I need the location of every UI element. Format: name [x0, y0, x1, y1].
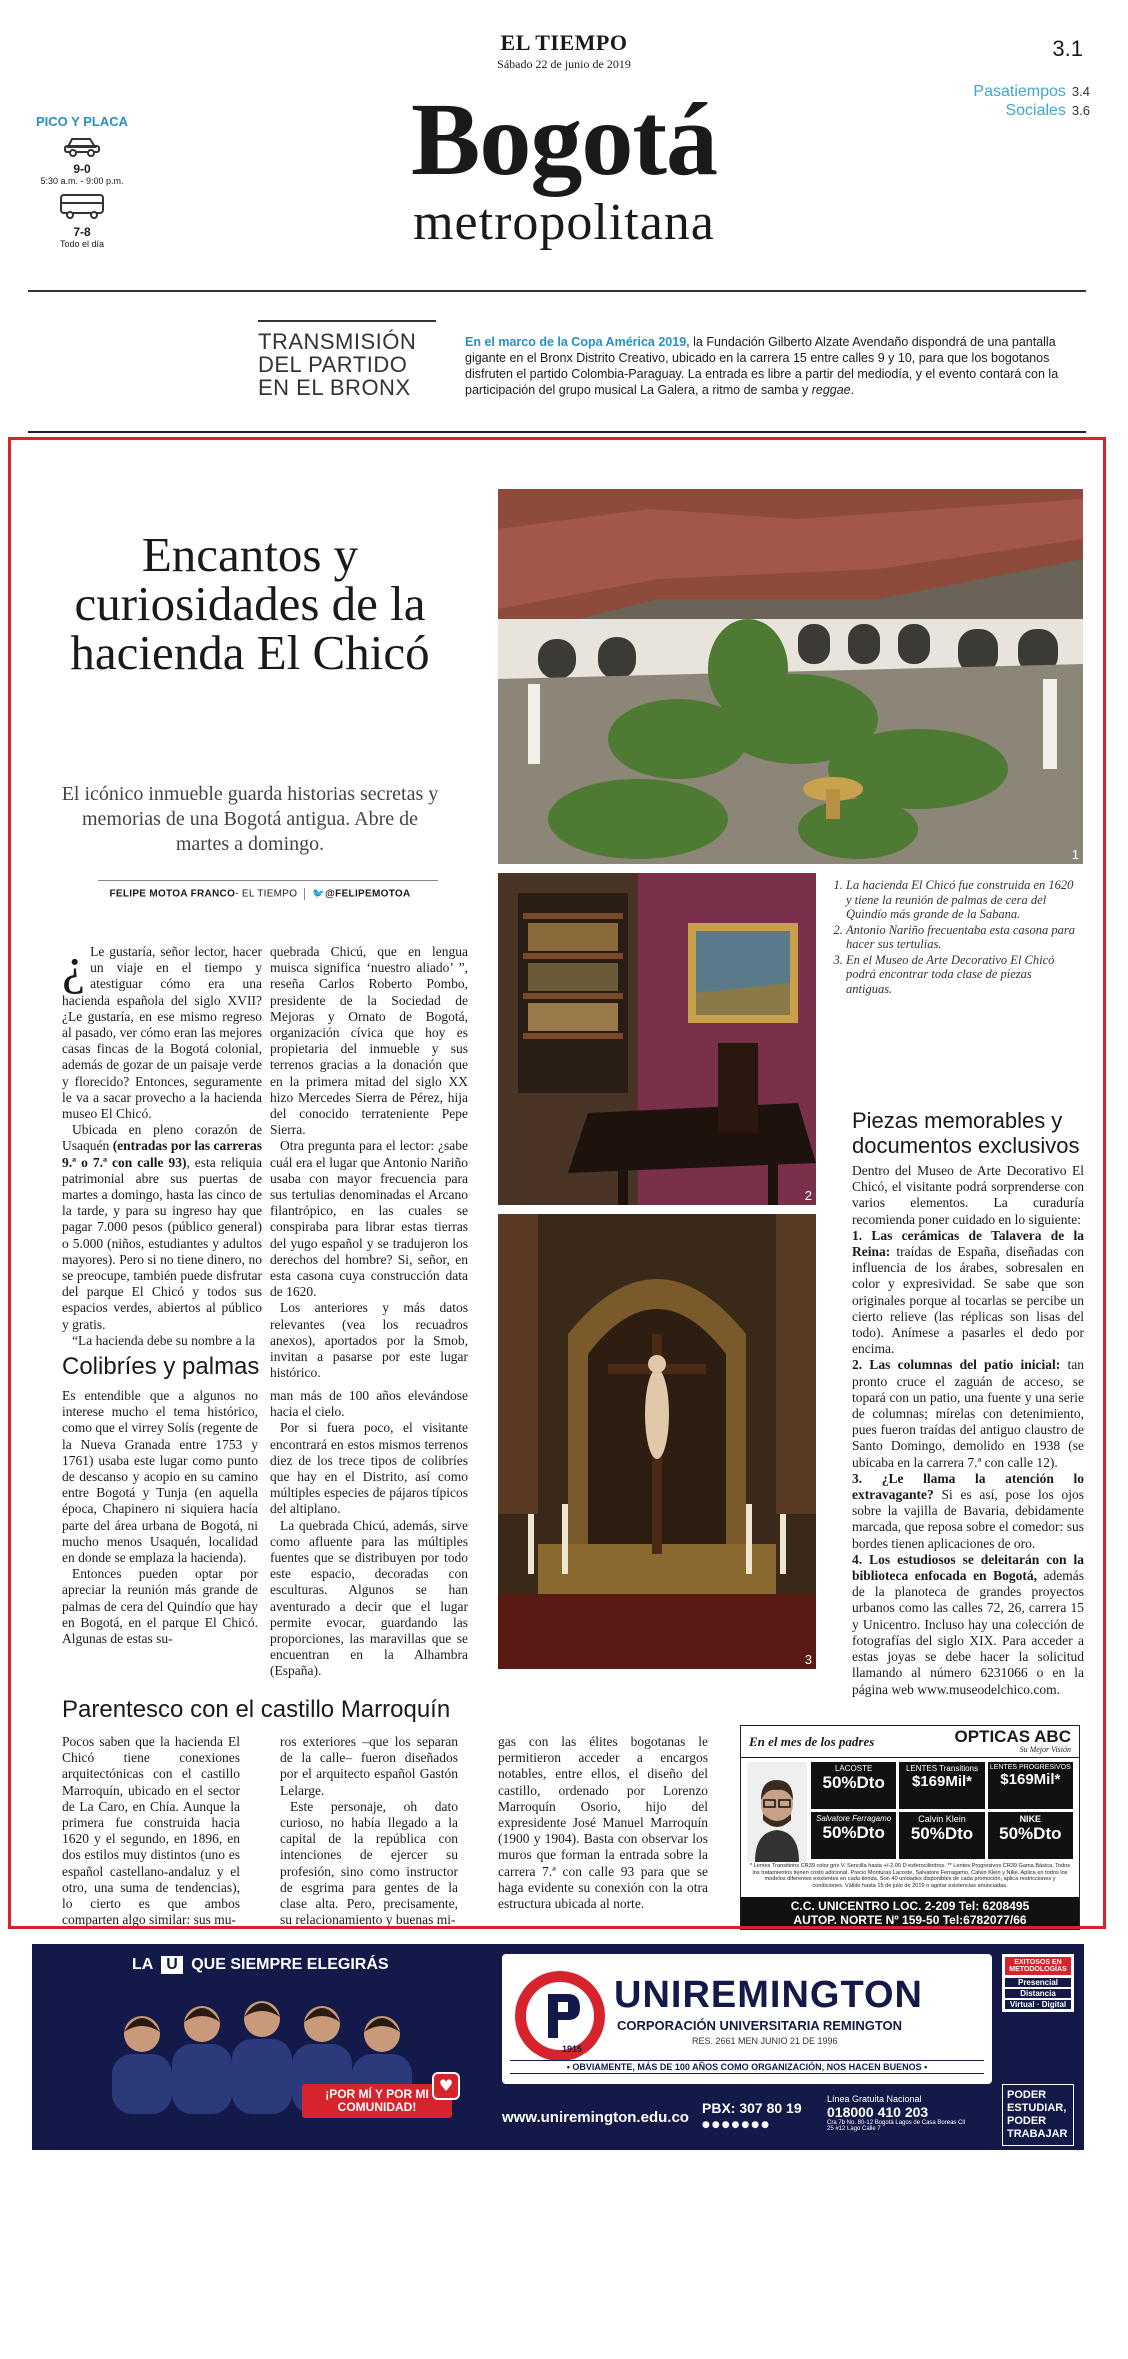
methodologies-title: EXITOSOS EN METODOLOGÍAS — [1005, 1957, 1071, 1975]
article-column-6: ros exteriores –que los separan de la calle– fueron diseñados por el arquitecto español Gastón Lelarge. Este personaje, oh dato curioso, no había llegado a la capital de la república con intenciones de ejercer su profesión, sino como instructor de esgrima para gentes de la clase alta. Pero, precisamente, su relacionamiento y buenas mi- — [280, 1734, 458, 1928]
offer-progresivos[interactable]: LENTES PROGRESIVOS $169Mil* — [988, 1762, 1073, 1809]
caption-1: 1. La hacienda El Chicó fue construida en 1620 y tiene la reunión de palmas de cera del Quindío más grande de la Sabana. — [846, 878, 1077, 922]
twitter-icon: 🐦 — [312, 888, 326, 900]
twitter-handle[interactable]: @FELIPEMOTOA — [325, 888, 411, 900]
bus-plate-digits: 7-8 — [73, 225, 91, 239]
ad-tagline: En el mes de los padres — [749, 1733, 875, 1749]
mode-presencial: Presencial — [1005, 1978, 1071, 1987]
uniremington-logo-icon — [510, 1966, 610, 2066]
newspaper-name: EL TIEMPO — [500, 30, 628, 55]
tagline-la: LA — [132, 1956, 153, 1973]
offer-ferragamo[interactable]: Salvatore Ferragamo 50%Dto — [811, 1812, 896, 1860]
caption-3: 3. En el Museo de Arte Decorativo El Chicó podrá encontrar toda clase de piezas antiguas. — [846, 953, 1077, 997]
promo-title: TRANSMISIÓN DEL PARTIDO EN EL BRONX — [258, 329, 417, 400]
section-item-sociales[interactable]: Sociales 3.6 — [1005, 102, 1090, 119]
header-divider — [28, 290, 1086, 292]
car-hours: 5:30 a.m. - 9:00 p.m. — [40, 176, 124, 186]
altar-crucifix-photo — [498, 1214, 816, 1669]
optica-ad[interactable] — [740, 1725, 1080, 1930]
ad-address: Cra 7b No. 80-12 Bogotá Lagos de Casa Boreas Cll 25 #12 Lago Calle 7 — [827, 2120, 966, 2132]
pico-y-placa-title: PICO Y PLACA — [36, 114, 128, 129]
article-column-5: Pocos saben que la hacienda El Chicó tiene conexiones arquitectónicas con el castillo Marroquín, ubicado en el sector de La Caro, en Chía. Aunque la primera fue construida hacia 1620 y el segundo, en 1896, en dos estilos muy distintos (uno es español castellano-andaluz y el otro, una suma de tendencias), lo cierto es que ambos comparten algo similar: sus mu- — [62, 1734, 240, 1928]
university-name: UNIREMINGTON — [614, 1974, 923, 2016]
photo-number: 2 — [804, 1188, 812, 1203]
edition-date: Sábado 22 de junio de 2019 — [497, 57, 631, 71]
uniremington-ad[interactable] — [32, 1944, 1084, 2150]
article-column-4: man más de 100 años elevándose hacia el cielo. Por si fuera poco, el visitante encontrará en estos mismos terrenos diez de los trece tipos de colibríes que hay en el Distrito, así como múltiples especies de pájaros típicos del altiplano. La quebrada Chicú, además, sirve como afluente para las múltiples fuentes que se distribuyen por todo este espacio, decoradas con esculturas. Algunos se han aventurado a decir que el lugar permite evocar, guardando las proporciones, las maravillas que se encuentran en la Alhambra (España). — [270, 1388, 468, 1679]
byline — [60, 888, 460, 900]
mode-distancia: Distancia — [1005, 1989, 1071, 1998]
caption-2: 2. Antonio Nariño frecuentaba esta casona para hacer sus tertulias. — [846, 923, 1077, 952]
university-corp: CORPORACIÓN UNIVERSITARIA REMINGTON — [617, 2018, 903, 2033]
man-with-glasses-image — [747, 1762, 807, 1862]
founding-year: 1915 — [562, 2044, 583, 2054]
heart-icon: ♥ — [432, 2072, 460, 2100]
author-name: FELIPE MOTOA FRANCO — [109, 888, 236, 900]
photo-captions — [832, 878, 1077, 997]
free-line-label: Línea Gratuita Nacional — [827, 2094, 922, 2104]
article-column-1: ¿ Le gustaría, señor lector, hacer un viaje en el tiempo y atestiguar cómo era una hacienda española del siglo XVII? ¿Le gustaría, en ese mismo regreso al pasado, ver cómo eran las mejores casas fincas de la Bogotá colonial, además de gozar de un paisaje verde y florecido? Entonces, seguramente le va a sacar provecho a la hacienda museo El Chicó. Ubicada en pleno corazón de Usaquén (entradas por las carreras 9.ª o 7.ª con calle 93), esta reliquia patrimonial abre sus puertas de martes a domingo, hasta las cinco de la tarde, y para su ingreso hay que pagar 7.000 pesos (público general) o 5.000 (niños, estudiantes y adultos mayores). Pero si no tiene dinero, no se preocupe, también puede disfrutar del parque El Chicó y todos sus espacios verdes, abiertos al público y gratis. “La hacienda debe su nombre a la — [62, 938, 262, 1348]
store-address-2: AUTOP. NORTE Nº 159-50 Tel:6782077/66 — [793, 1913, 1027, 1927]
community-badge: ¡POR MÍ Y POR MI COMUNIDAD! — [302, 2084, 452, 2118]
store-address-1: C.C. UNICENTRO LOC. 2-209 Tel: 6208495 — [790, 1899, 1030, 1913]
section-divider — [28, 431, 1086, 433]
subhead-colibries: Colibríes y palmas — [62, 1353, 260, 1380]
article-column-7: gas con las élites bogotanas le permitieron acceder a encargos notables, entre ellos, el diseño del castillo, ordenado por Lorenzo Marroquín Osorio, hijo del expresidente José Manuel Marroquín (1900 y 1904). Basta con observar los muros que forman la entrada sobre la carrera 7.ª con calle 93 para que se haga evidente su conexión con la otra estructura ubicada al norte. — [498, 1734, 708, 1912]
ad-fine-print: * Lentes Transitions CR39 color gris V. Sencilla hasta +/-2.00 D esferocilindros. ** Lentes Progresivos CR39 Gama Básica. Todos los tratamientos tienen costo adicional. Precio Monturas Lacoste, Salvatore Ferragamo, Calvin Klein y Nike. Aplica en todos los modelos diferentes existentes en cada tienda. Son 40 unidades disponibles de cada promoción, aplica restricciones y condiciones. Válido hasta 15 de julio de 2019 o agotar existencias anunciadas. — [749, 1863, 1071, 1889]
website-link[interactable]: www.uniremington.edu.co — [502, 2109, 689, 2126]
offer-transitions[interactable]: LENTES Transitions $169Mil* — [899, 1762, 984, 1809]
bus-hours: Todo el día — [59, 239, 105, 249]
section-title: Bogotá — [411, 82, 717, 197]
subhead-parentesco: Parentesco con el castillo Marroquín — [62, 1696, 451, 1723]
resolution: RES. 2661 MEN JUNIO 21 DE 1996 — [692, 2036, 838, 2046]
tagline-rest: QUE SIEMPRE ELEGIRÁS — [191, 1956, 389, 1973]
photo-number: 1 — [1071, 847, 1079, 862]
free-line-number: 018000 410 203 — [827, 2104, 929, 2120]
courtyard-photo — [498, 489, 1083, 864]
drop-cap: ¿ — [62, 938, 86, 995]
article-column-3: Es entendible que a algunos no interese mucho el tema histórico, como que el virrey Solís (regente de la Nueva Granada entre 1753 y 1761) usaba este lugar como punto de descanso y acopio en su camino entre Bogotá y Tunja (en aquella época, Chapinero ni siquiera hacía parte del área urbana de Bogotá, ni mucho menos Usaquén, localidad en donde se emplaza la hacienda). Entonces pueden optar por apreciar la reunión más grande de palmas de cera del Quindío que hay en Bogotá, en el parque El Chicó. Algunas de estas su- — [62, 1388, 258, 1647]
offer-lacoste[interactable]: LACOSTE 50%Dto — [811, 1762, 896, 1809]
offer-nike[interactable]: NIKE 50%Dto — [988, 1812, 1073, 1860]
section-subtitle: metropolitana — [413, 194, 715, 251]
car-plate-digits: 9-0 — [73, 162, 91, 176]
outlet-name: - EL TIEMPO — [235, 888, 298, 900]
photo-number: 3 — [804, 1652, 812, 1667]
offer-calvin-klein[interactable]: Calvin Klein 50%Dto — [899, 1812, 984, 1860]
byline-rule — [98, 880, 438, 881]
promo-text: En el marco de la Copa América 2019, la Fundación Gilberto Alzate Avendaño dispondrá de una pantalla gigante en el Bronx Distrito Creativo, ubicado en la carrera 15 entre calles 9 y 10, para que los bogotanos disfruten el partido Colombia-Paraguay. La entrada es libre a partir del mediodía, y el evento contará con la participación del grupo musical La Galera, a ritmo de samba y reggae. — [465, 335, 1059, 397]
promo-rule — [258, 320, 436, 322]
section-item-pasatiempos[interactable]: Pasatiempos 3.4 — [973, 83, 1090, 100]
pbx-phone: PBX: 307 80 19 — [702, 2100, 802, 2116]
social-icons: ●●●●●●● — [702, 2120, 771, 2130]
sidebar-headline: Piezas memorables y documentos exclusivos — [852, 1108, 1080, 1158]
optica-brand: OPTICAS ABC — [954, 1727, 1071, 1746]
u-logo-icon: U — [161, 1956, 183, 1974]
mode-virtual: Virtual · Digital — [1005, 2000, 1071, 2009]
optica-slogan: Su Mejor Visión — [1019, 1745, 1071, 1754]
page-number: 3.1 — [1052, 36, 1083, 61]
study-work-slogan: PODER ESTUDIAR, PODER TRABAJAR — [1002, 2084, 1074, 2146]
library-room-photo — [498, 873, 816, 1205]
article-headline: Encantos y curiosidades de la hacienda El Chicó — [70, 527, 430, 680]
years-line: • OBVIAMENTE, MÁS DE 100 AÑOS COMO ORGANIZACIÓN, NOS HACEN BUENOS • — [510, 2060, 984, 2074]
article-dek: El icónico inmueble guarda historias secretas y memorias de una Bogotá antigua. Abre de martes a domingo. — [61, 783, 439, 855]
article-column-2: quebrada Chicú, que en lengua muisca significa ‘nuestro aliado’ ”, reseña Carlos Roberto Pombo, presidente de la Sociedad de Mejoras y Ornato de Bogotá, organización cívica que hoy es propietaria del inmueble y sus terrenos gracias a la donación que en la primera mitad del siglo XX hizo Mercedes Sierra de Pérez, hija del conocido terrateniente Pepe Sierra. Otra pregunta para el lector: ¿sabe cuál era el lugar que Antonio Nariño usaba con mayor frecuencia para sus tertulias denominadas el Arcano filantrópico, en las cuales se conspiraba para librar estas tierras del yugo español y se tradujeron los derechos del hombre? Si, señor, en esta casona cuya construcción data de 1620. Los anteriores y más datos relevantes (vea los recuadros anexos), aportados por la Smob, invitan a pasarse por este lugar histórico. — [270, 944, 468, 1381]
sidebar-column: Dentro del Museo de Arte Decorativo El Chicó, el visitante podrá sorprenderse con varios elementos. La curaduría recomienda poner cuidado en lo siguiente: 1. Las cerámicas de Talavera de la Reina: traídas de España, diseñadas con influencia de los árabes, sobresalen en color y expresividad. Se sabe que son originales porque al tocarlas se percibe un cierto relieve (las réplicas son lisas del todo). Anímese a pasarles el dedo por encima. 2. Las columnas del patio inicial: tan pronto cruce el zaguán de acceso, se topará con un patio, una fuente y una serie de columnas; mírelas con detenimiento, pues fueron traídas del antiguo claustro de Santo Domingo, demolido en 1938 (se ubicaba en la carrera 7.ª con calle 12). 3. ¿Le llama la atención lo extravagante? Si es así, pose los ojos sobre la vajilla de Bavaria, debidamente marcada, que reposa sobre el comedor: sus bordes tienen aplicaciones de oro. 4. Los estudiosos se deleitarán con la biblioteca enfocada en Bogotá, además de la planoteca de grandes proyectos urbanos como las calles 72, 26, carrera 15 y Unicentro. Incluso hay una colección de fotografías del siglo XIX. Para acceder a estas joyas se debe hacer la solicitud llamando al número 6231066 o en la página web www.museodelchico.com. — [852, 1163, 1084, 1697]
